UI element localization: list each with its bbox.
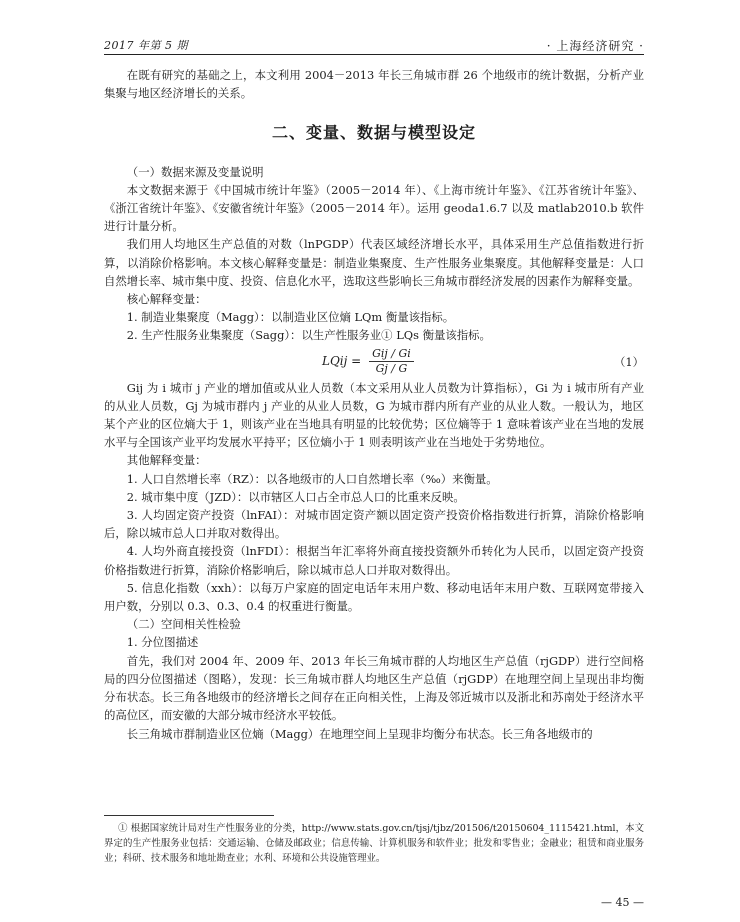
page-body <box>104 66 644 743</box>
footnote-text: ① 根据国家统计局对生产性服务业的分类，http://www.stats.gov.cn/tjsj/tjbz/201506/t20150604_1115421.html，本文界定的生产性服务业包括：交通运输、仓储及邮政业；信息传输、计算机服务和软件业；批发和零售业；金融业；租赁和商业服务业；科研、技术服务和地址勘查业；水利、环境和公共设施管理业。 <box>104 823 644 864</box>
other-var-1: 1. 人口自然增长率（RZ）：以各地级市的人口自然增长率（‰）来衡量。 <box>126 471 498 486</box>
last-paragraph: 长三角城市群制造业区位熵（Magg）在地理空间上呈现非均衡分布状态。长三角各地级市的 <box>126 726 593 741</box>
subsection1-title: （一）数据来源及变量说明 <box>126 164 264 179</box>
other-vars-label: 其他解释变量： <box>126 453 207 468</box>
subsection2-title: （二）空间相关性检验 <box>126 617 241 632</box>
other-var-2: 2. 城市集中度（JZD）：以市辖区人口占全市总人口的比重来反映。 <box>126 489 465 504</box>
core-var-2: 2. 生产性服务业集聚度（Sagg）：以生产性服务业① LQs 衡量该指标。 <box>126 328 491 343</box>
footnote-rule <box>104 815 274 816</box>
other-var-4: 4. 人均外商直接投资（lnFDI）：根据当年汇率将外商直接投资额外币转化为人民币，以固定资产投资价格指数进行折算，消除价格影响后，除以城市总人口并取对数得出。 <box>104 544 644 577</box>
footnote <box>104 821 644 866</box>
equation-1 <box>104 345 644 379</box>
header-journal-name: · 上海经济研究 · <box>546 39 644 53</box>
core-var-1: 1. 制造业集聚度（Magg）：以制造业区位熵 LQm 衡量该指标。 <box>126 310 455 325</box>
equation-formula <box>322 347 414 376</box>
quantile-paragraph: 首先，我们对 2004 年、2009 年、2013 年长三角城市群的人均地区生产总值（rjGDP）进行空间格局的四分位图描述（图略），发现：长三角城市群人均地区生产总值（rjGDP）在地理空间上呈现出非均衡分布状态。长三角各地级市的经济增长之间存在正向相关性，上海及邻近城市以及浙北和苏南处于经济水平的高位区，而安徽的大部分城市经济水平较低。 <box>104 653 644 723</box>
equation-numerator: Gij / Gi <box>369 347 414 362</box>
variables-paragraph: 我们用人均地区生产总值的对数（lnPGDP）代表区域经济增长水平，具体采用生产总值指数进行折算，以消除价格影响。本文核心解释变量是：制造业集聚度、生产性服务业集聚度。其他解释变量是：人口自然增长率、城市集中度、投资、信息化水平，选取这些影响长三角城市群经济发展的因素作为解释变量。 <box>104 237 644 288</box>
intro-paragraph: 在既有研究的基础之上，本文利用 2004－2013 年长三角城市群 26 个地级市的统计数据，分析产业集聚与地区经济增长的关系。 <box>104 68 644 101</box>
section-title: 二、变量、数据与模型设定 <box>271 123 476 143</box>
equation-number: （1） <box>613 354 644 369</box>
header-rule <box>104 54 644 55</box>
equation-fraction <box>369 347 414 376</box>
other-var-3: 3. 人均固定资产投资（lnFAI）：对城市固定资产额以固定资产投资价格指数进行折算，消除价格影响后，除以城市总人口并取对数得出。 <box>104 508 644 541</box>
header-issue: 2017 年第 5 期 <box>104 39 188 52</box>
equation-denominator: Gj / G <box>375 361 408 375</box>
data-source-paragraph: 本文数据来源于《中国城市统计年鉴》（2005－2014 年）、《上海市统计年鉴》、《江苏省统计年鉴》、《浙江省统计年鉴》、《安徽省统计年鉴》（2005－2014 年）。运用 geoda1.6.7 以及 matlab2010.b 软件进行计量分析。 <box>104 182 644 234</box>
subsection2-item1: 1. 分位图描述 <box>126 635 199 650</box>
equation-lhs: LQij = <box>322 353 362 368</box>
other-var-5: 5. 信息化指数（xxh）：以每万户家庭的固定电话年末用户数、移动电话年末用户数、互联网宽带接入用户数，分别以 0.3、0.3、0.4 的权重进行衡量。 <box>104 580 644 614</box>
equation-explanation: Gij 为 i 城市 j 产业的增加值或从业人员数（本文采用从业人员数为计算指标），Gi 为 i 城市所有产业的从业人员数，Gj 为城市群内 j 产业的从业人员数，G 为城市群内所有产业的从业人数。一般认为，地区某个产业的区位熵大于 1，则该产业在当地具有明显的比较优势；区位熵等于 1 意味着该产业在当地的发展水平与全国该产业平均发展水平持平；区位熵小于 1 则表明该产业在当地处于劣势地位。 <box>104 380 644 450</box>
page-number: — 45 — <box>601 896 644 909</box>
core-vars-label: 核心解释变量： <box>126 292 207 307</box>
